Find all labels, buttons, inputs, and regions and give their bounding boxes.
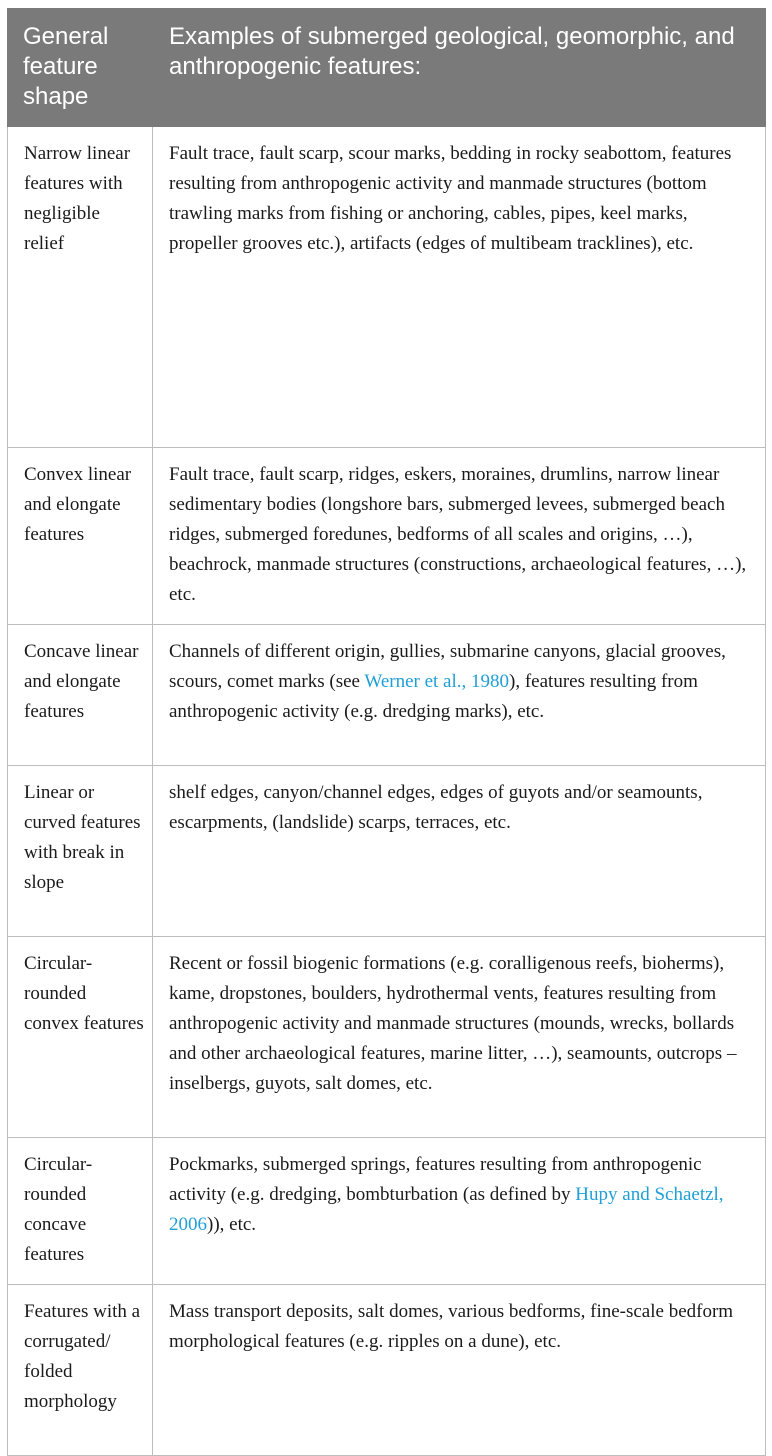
description-cell: shelf edges, canyon/channel edges, edges of guyots and/or seamounts, escarpments, (landslide) scarps, terraces, etc. — [153, 766, 766, 937]
shape-cell: Concave linear and elongate features — [8, 625, 153, 766]
description-cell — [153, 625, 766, 766]
description-cell: Mass transport deposits, salt domes, various bedforms, fine-scale bedform morphological features (e.g. ripples on a dune), etc. — [153, 1285, 766, 1456]
shape-cell: Narrow linear features with negligible relief — [8, 127, 153, 448]
header-examples: Examples of submerged geological, geomorphic, and anthropogenic features: — [153, 9, 766, 127]
table-row — [8, 448, 766, 625]
table-row — [8, 127, 766, 448]
description-text: ), features resulting from anthropogenic activity (e.g. dredging marks), etc. — [169, 671, 698, 722]
features-table — [7, 8, 766, 1456]
table-body — [8, 127, 766, 1456]
shape-cell: Circular-rounded convex features — [8, 937, 153, 1138]
features-table-container — [7, 8, 765, 1456]
reference-link-hupy-schaetzl-2006[interactable]: Hupy and Schaetzl, 2006 — [169, 1184, 724, 1235]
shape-cell: Convex linear and elongate features — [8, 448, 153, 625]
table-row — [8, 937, 766, 1138]
shape-cell: Circular-rounded concave features — [8, 1138, 153, 1285]
header-row — [8, 9, 766, 127]
table-header — [8, 9, 766, 127]
table-row — [8, 766, 766, 937]
header-general-feature-shape: General feature shape — [8, 9, 153, 127]
description-cell: Fault trace, fault scarp, ridges, eskers, moraines, drumlins, narrow linear sedimentary bodies (longshore bars, submerged levees, submerged beach ridges, submerged foredunes, bedforms of all scales and origins, …), beachrock, manmade structures (constructions, archaeological features, …), etc. — [153, 448, 766, 625]
description-text: )), etc. — [207, 1214, 257, 1235]
table-row — [8, 625, 766, 766]
description-text: Pockmarks, submerged springs, features resulting from anthropogenic activity (e.g. dredging, bombturbation (as defined by — [169, 1154, 702, 1205]
reference-link-werner-1980[interactable]: Werner et al., 1980 — [364, 671, 510, 692]
shape-cell: Features with a corrugated/ folded morphology — [8, 1285, 153, 1456]
description-cell: Fault trace, fault scarp, scour marks, bedding in rocky seabottom, features resulting from anthropogenic activity and manmade structures (bottom trawling marks from fishing or anchoring, cables, pipes, keel marks, propeller grooves etc.), artifacts (edges of multibeam tracklines), etc. — [153, 127, 766, 448]
table-row — [8, 1138, 766, 1285]
shape-cell: Linear or curved features with break in slope — [8, 766, 153, 937]
description-cell — [153, 1138, 766, 1285]
description-text: Channels of different origin, gullies, submarine canyons, glacial grooves, scours, comet marks (see — [169, 641, 726, 692]
table-row — [8, 1285, 766, 1456]
description-cell: Recent or fossil biogenic formations (e.g. coralligenous reefs, bioherms), kame, dropstones, boulders, hydrothermal vents, features resulting from anthropogenic activity and manmade structures (mounds, wrecks, bollards and other archaeological features, marine litter, …), seamounts, outcrops – inselbergs, guyots, salt domes, etc. — [153, 937, 766, 1138]
